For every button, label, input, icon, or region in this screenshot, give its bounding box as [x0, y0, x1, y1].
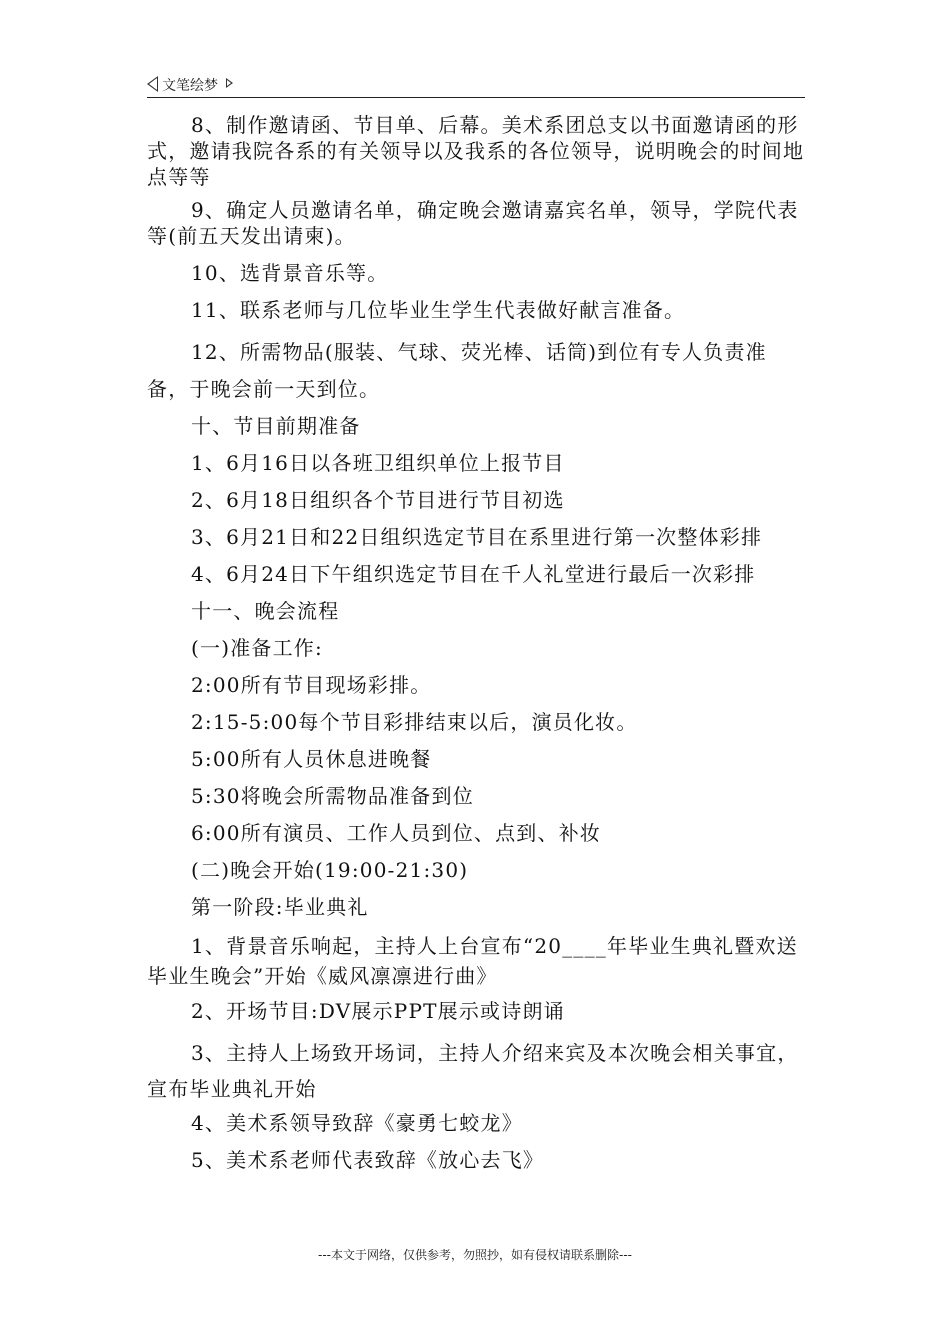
ceremony-item-4: 4、美术系领导致辞《豪勇七蛟龙》	[191, 1111, 523, 1135]
paragraph-item-11: 11、联系老师与几位毕业生学生代表做好献言准备。	[191, 298, 686, 322]
header-divider	[147, 97, 805, 98]
brand-logo	[147, 74, 233, 96]
ceremony-item-2: 2、开场节目:DV展示PPT展示或诗朗诵	[191, 999, 565, 1023]
section-heading-11: 十一、晚会流程	[191, 599, 340, 623]
page-footer: ---本文于网络，仅供参考，勿照抄，如有侵权请联系删除---	[318, 1248, 632, 1262]
paragraph-item-10: 10、选背景音乐等。	[191, 261, 389, 285]
ceremony-item-5: 5、美术系老师代表致辞《放心去飞》	[191, 1148, 545, 1172]
paragraph-item-9: 9、确定人员邀请名单，确定晚会邀请嘉宾名单，领导，学院代表等(前五天发出请柬)。	[147, 198, 799, 248]
schedule-item-3: 3、6月21日和22日组织选定节目在系里进行第一次整体彩排	[191, 525, 763, 549]
prep-item-4: 5:30将晚会所需物品准备到位	[191, 784, 474, 808]
stage-one-heading: 第一阶段:毕业典礼	[191, 895, 369, 919]
prep-item-5: 6:00所有演员、工作人员到位、点到、补妆	[191, 821, 602, 845]
page-header	[147, 74, 805, 98]
prep-item-3: 5:00所有人员休息进晚餐	[191, 747, 432, 771]
prep-item-2: 2:15-5:00每个节目彩排结束以后，演员化妆。	[191, 710, 638, 734]
subsection-start: (二)晚会开始(19:00-21:30)	[191, 858, 469, 882]
schedule-item-1: 1、6月16日以各班卫组织单位上报节目	[191, 451, 565, 475]
schedule-item-4: 4、6月24日下午组织选定节目在千人礼堂进行最后一次彩排	[191, 562, 756, 586]
paragraph-item-12: 12、所需物品(服装、气球、荧光棒、话筒)到位有专人负责准备，于晚会前一天到位。	[147, 340, 767, 401]
ceremony-item-1: 1、背景音乐响起，主持人上台宣布“20____年毕业生典礼暨欢送毕业生晚会”开始《威风凛凛进行曲》	[147, 934, 798, 988]
section-heading-10: 十、节目前期准备	[191, 414, 361, 438]
schedule-item-2: 2、6月18日组织各个节目进行节目初选	[191, 488, 565, 512]
right-triangle-icon	[226, 78, 233, 88]
left-triangle-icon	[147, 76, 158, 92]
document-body	[147, 112, 805, 1173]
brand-name: 文笔绘梦	[162, 78, 218, 94]
paragraph-item-8: 8、制作邀请函、节目单、后幕。美术系团总支以书面邀请函的形式，邀请我院各系的有关领导以及我系的各位领导，说明晚会的时间地点等等	[147, 113, 805, 189]
prep-item-1: 2:00所有节目现场彩排。	[191, 673, 432, 697]
ceremony-item-3: 3、主持人上场致开场词，主持人介绍来宾及本次晚会相关事宜，宣布毕业典礼开始	[147, 1041, 799, 1101]
subsection-prep: (一)准备工作:	[191, 636, 323, 660]
